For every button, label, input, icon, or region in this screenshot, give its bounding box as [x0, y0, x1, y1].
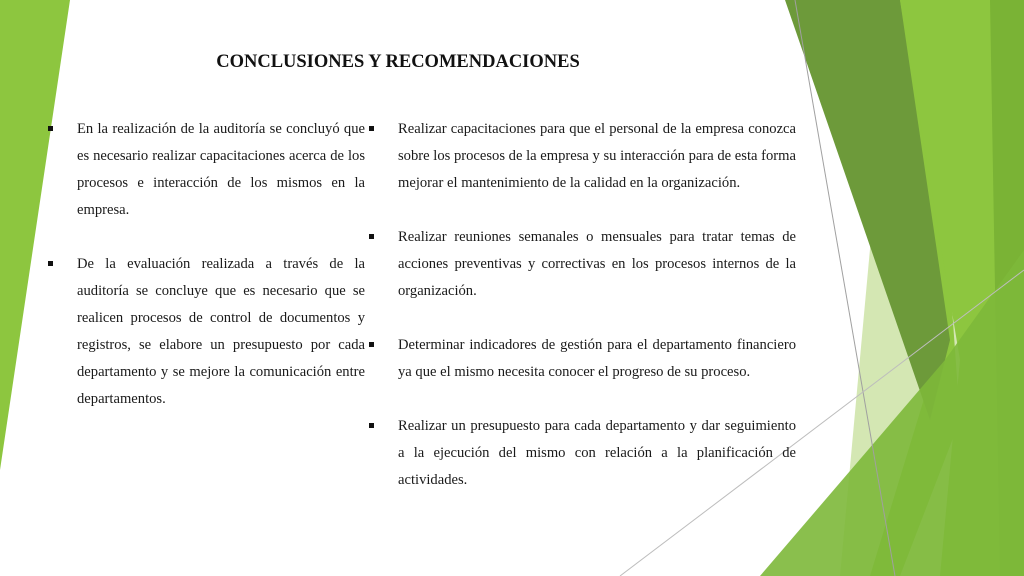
conclusion-text: De la evaluación realizada a través de la auditoría se concluye que es necesario que se realicen procesos de control de documentos y registros, se elabore un presupuesto por cada departamento y se mejore la comunicación entre departamentos.	[77, 256, 365, 407]
recommendation-text: Realizar un presupuesto para cada departamento y dar seguimiento a la ejecución del mismo con relación a la planificación de actividades.	[398, 418, 796, 488]
square-bullet-icon	[369, 126, 374, 131]
square-bullet-icon	[369, 423, 374, 428]
slide-title: CONCLUSIONES Y RECOMENDACIONES	[216, 52, 580, 72]
recommendation-item	[369, 332, 796, 386]
recommendation-item	[369, 413, 796, 494]
square-bullet-icon	[48, 261, 53, 266]
recommendation-item	[369, 224, 796, 305]
conclusion-item	[48, 251, 365, 413]
square-bullet-icon	[369, 342, 374, 347]
recommendation-text: Realizar reuniones semanales o mensuales para tratar temas de acciones preventivas y correctivas en los procesos internos de la organización.	[398, 229, 796, 299]
conclusiones-column	[48, 116, 365, 440]
recommendation-item	[369, 116, 796, 197]
recomendaciones-column	[369, 116, 796, 521]
square-bullet-icon	[369, 234, 374, 239]
conclusion-item	[48, 116, 365, 224]
recommendation-text: Determinar indicadores de gestión para el departamento financiero ya que el mismo necesita conocer el progreso de su proceso.	[398, 337, 796, 380]
recommendation-text: Realizar capacitaciones para que el personal de la empresa conozca sobre los procesos de la empresa y su interacción para de esta forma mejorar el mantenimiento de la calidad en la organización.	[398, 121, 796, 191]
square-bullet-icon	[48, 126, 53, 131]
conclusion-text: En la realización de la auditoría se concluyó que es necesario realizar capacitaciones acerca de los procesos e interacción de los mismos en la empresa.	[77, 121, 365, 218]
